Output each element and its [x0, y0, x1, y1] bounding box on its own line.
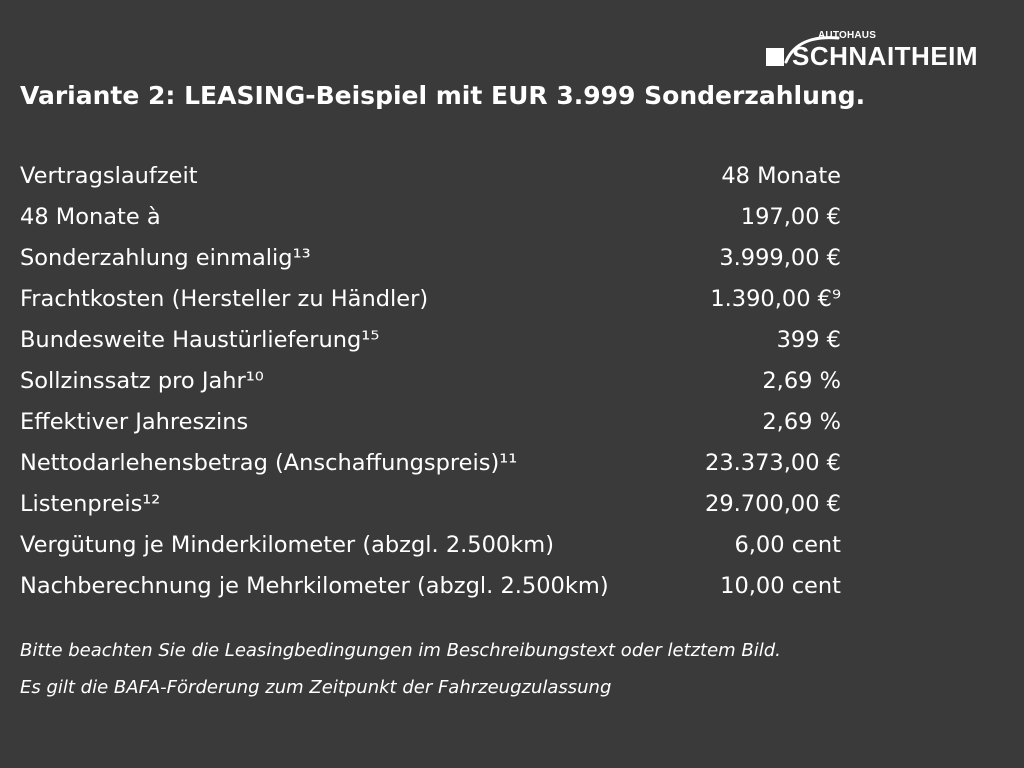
detail-label: Nettodarlehensbetrag (Anschaffungspreis)¹¹: [20, 450, 518, 476]
detail-value: 23.373,00 €: [705, 450, 841, 476]
autohaus-schnaitheim-logo: [766, 30, 998, 74]
detail-value: 2,69 %: [762, 409, 841, 435]
detail-value: 2,69 %: [762, 368, 841, 394]
detail-row: [20, 156, 841, 197]
detail-row: [20, 566, 841, 607]
detail-label: Nachberechnung je Mehrkilometer (abzgl. 2.500km): [20, 573, 609, 599]
detail-value: 10,00 cent: [720, 573, 841, 599]
detail-row: [20, 279, 841, 320]
logo-main-word: SCHNAITHEIM: [792, 41, 979, 71]
detail-value: 6,00 cent: [734, 532, 841, 558]
detail-value: 1.390,00 €⁹: [710, 286, 841, 312]
detail-row: [20, 197, 841, 238]
footnote-bafa-subsidy: Es gilt die BAFA-Förderung zum Zeitpunkt der Fahrzeugzulassung: [20, 677, 612, 698]
detail-row: [20, 484, 841, 525]
page-title: Variante 2: LEASING-Beispiel mit EUR 3.999 Sonderzahlung.: [20, 81, 866, 110]
detail-label: Bundesweite Haustürlieferung¹⁵: [20, 327, 380, 353]
detail-label: Sollzinssatz pro Jahr¹⁰: [20, 368, 264, 394]
detail-label: Sonderzahlung einmalig¹³: [20, 245, 311, 271]
detail-row: [20, 443, 841, 484]
detail-value: 29.700,00 €: [705, 491, 841, 517]
detail-row: [20, 361, 841, 402]
detail-row: [20, 402, 841, 443]
detail-row: [20, 320, 841, 361]
detail-label: Listenpreis¹²: [20, 491, 161, 517]
detail-value: 197,00 €: [740, 204, 841, 230]
detail-value: 399 €: [776, 327, 841, 353]
leasing-details-table: [20, 156, 841, 607]
detail-row: [20, 525, 841, 566]
footnote-leasing-conditions: Bitte beachten Sie die Leasingbedingungen im Beschreibungstext oder letztem Bild.: [20, 640, 781, 661]
detail-label: Effektiver Jahreszins: [20, 409, 249, 435]
detail-value: 3.999,00 €: [719, 245, 841, 271]
detail-label: 48 Monate à: [20, 204, 161, 230]
footnotes: [20, 632, 781, 706]
detail-row: [20, 238, 841, 279]
detail-value: 48 Monate: [721, 163, 841, 189]
logo-top-word: AUTOHAUS: [818, 30, 877, 41]
detail-label: Vergütung je Minderkilometer (abzgl. 2.500km): [20, 532, 554, 558]
detail-label: Vertragslaufzeit: [20, 163, 198, 189]
detail-label: Frachtkosten (Hersteller zu Händler): [20, 286, 429, 312]
